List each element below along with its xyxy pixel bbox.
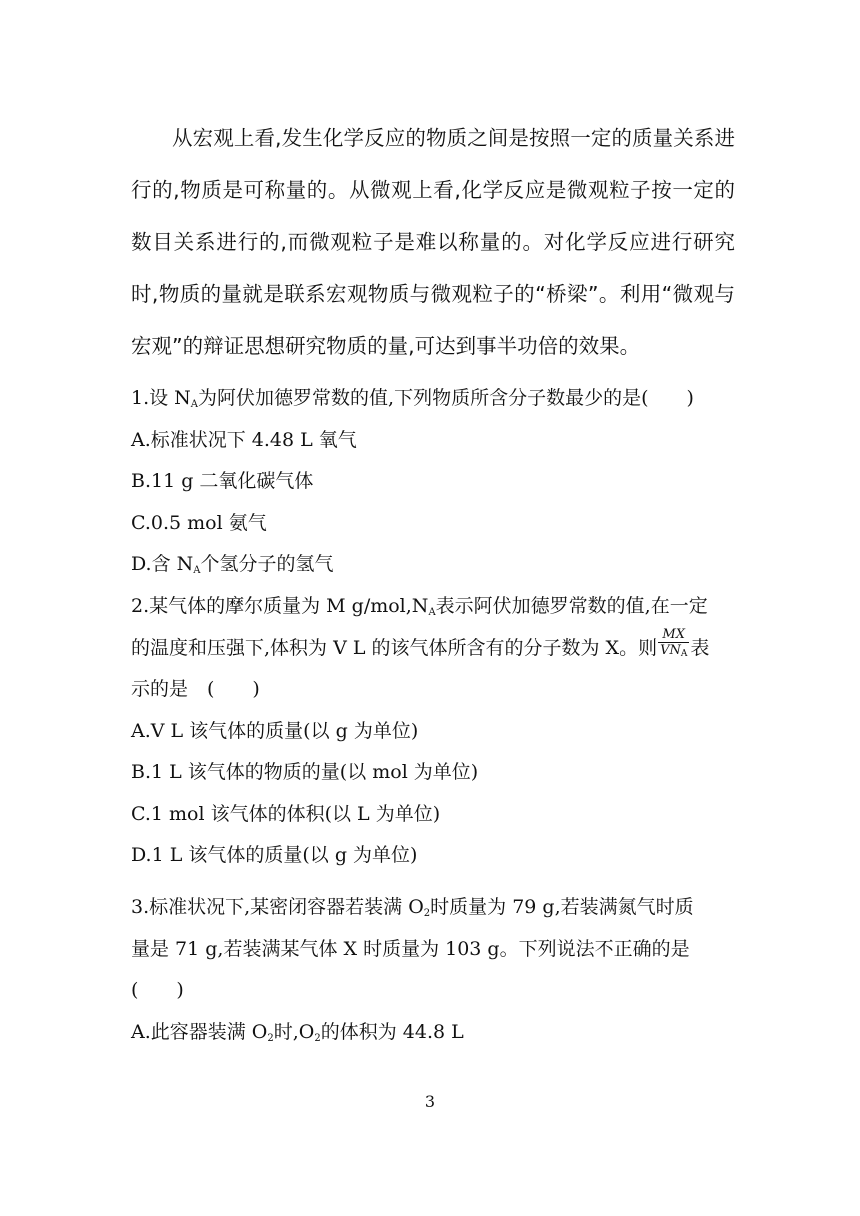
question-3-stem-line-2: 量是 71 g,若装满某气体 X 时质量为 103 g。下列说法不正确的是 [131, 937, 690, 960]
page-number: 3 [424, 1092, 436, 1111]
question-2-stem-line-1: 2.某气体的摩尔质量为 M $g/mol,N_A$表示阿伏加德罗常数的值,在一定 [131, 595, 708, 618]
question-3-stem-line-3: ( ) [131, 979, 184, 1001]
question-3-option-a: A.此容器装满 $O_2$时$,O_2$的体积为 44.8 L [131, 1020, 464, 1044]
question-1-option-a: A.标准状况下 4.48 L 氧气 [131, 428, 357, 451]
fraction-numerator: MX [658, 627, 689, 643]
intro-paragraph [131, 112, 735, 372]
question-2-option-c: C.1 mol 该气体的体积(以 L 为单位) [131, 802, 441, 825]
question-3 [131, 887, 735, 1053]
fraction-denominator: $VN_A$ [660, 643, 688, 659]
question-2-option-a: A.V L 该气体的质量(以 g 为单位) [131, 719, 419, 742]
question-1 [131, 378, 735, 586]
question-1-option-b: B.11 g 二氧化碳气体 [131, 470, 314, 492]
question-2-stem-line-3: 示的是 ( ) [131, 678, 260, 700]
question-1-option-d: D.含 $N_A$个氢分子的氢气 [131, 553, 334, 576]
intro-text: 从宏观上看,发生化学反应的物质之间是按照一定的质量关系进行的,物质是可称量的。从微观上看,化学反应是微观粒子按一定的数目关系进行的,而微观粒子是难以称量的。对化学反应进行研究时,物质的量就是联系宏观物质与微观粒子的“桥梁”。利用“微观与宏观”的辩证思想研究物质的量,可达到事半功倍的效果。 [131, 126, 735, 358]
question-1-stem: 1.设 $N_A$为阿伏加德罗常数的值,下列物质所含分子数最少的是( ) [131, 387, 694, 410]
question-3-stem-line-1: 3.标准状况下,某密闭容器若装满 $O_2$时质量为 79 g,若装满氮气时质 [131, 896, 694, 919]
question-2-stem-line-2: 的温度和压强下,体积为 V L 的该气体所含有的分子数为 X。则 $\frac{MX}{VN_A}$ 表 [131, 628, 735, 670]
question-2-option-b: B.1 L 该气体的物质的量(以 mol 为单位) [131, 761, 479, 783]
fraction-mx-over-vna [658, 627, 689, 662]
question-1-option-c: C.0.5 mol 氨气 [131, 511, 267, 534]
question-2 [131, 586, 735, 877]
question-2-option-d: D.1 L 该气体的质量(以 g 为单位) [131, 844, 418, 866]
